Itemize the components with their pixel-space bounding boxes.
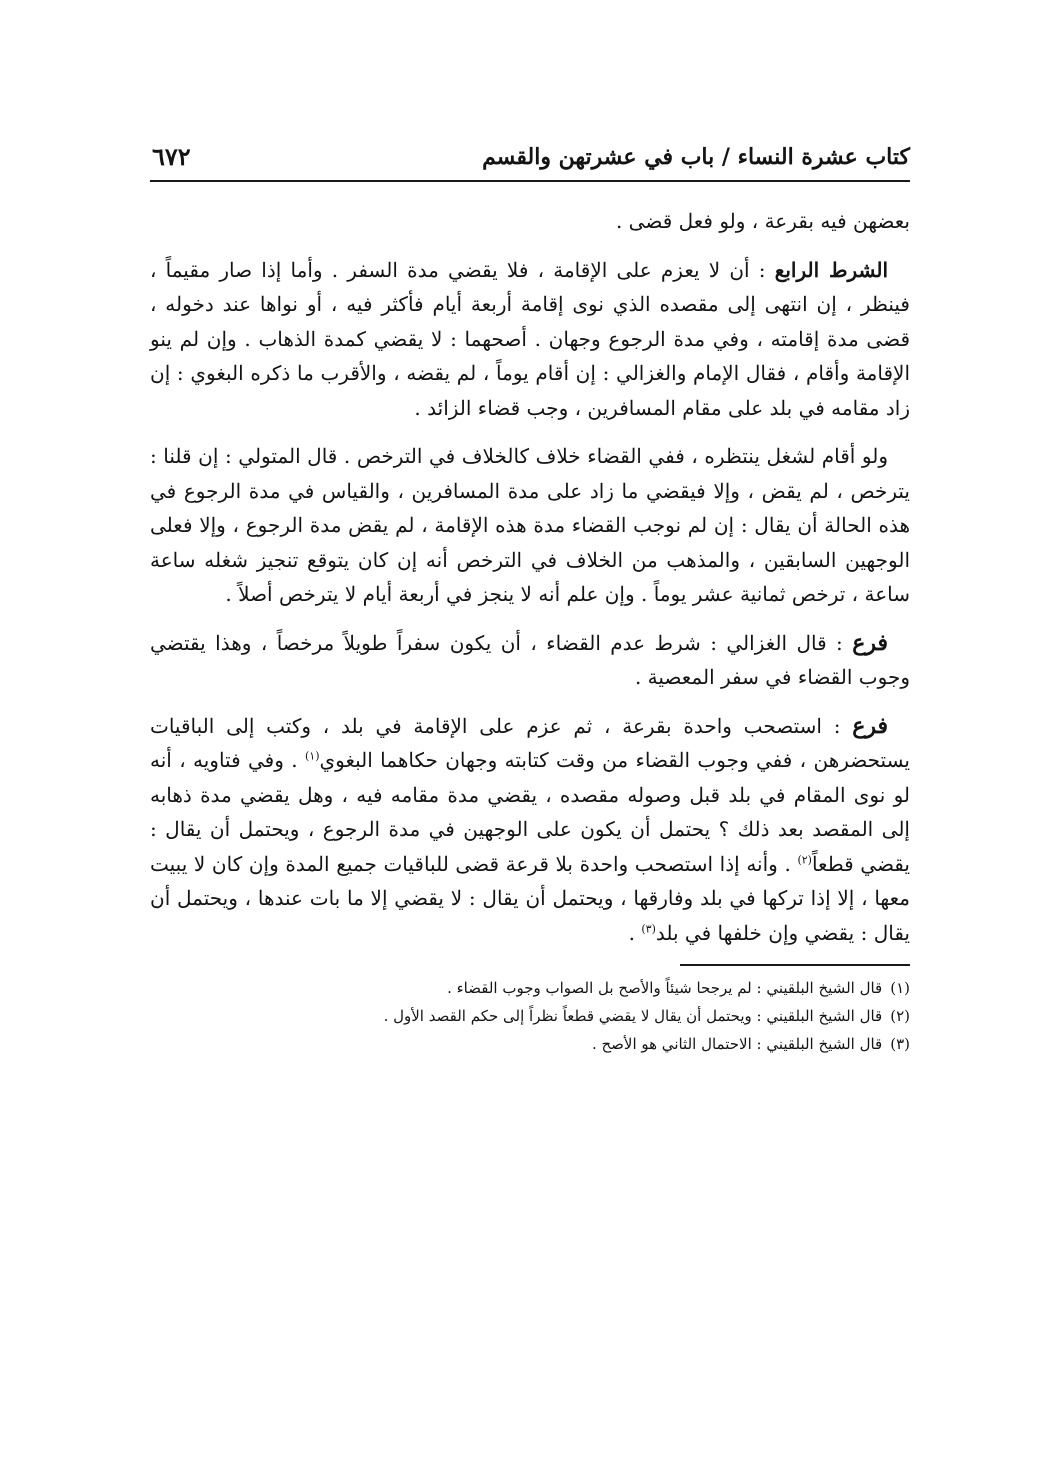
footnote-ref-3[interactable]: (٣) <box>641 921 656 935</box>
page-header <box>150 140 910 182</box>
footnote-number: (٢) <box>890 1007 910 1025</box>
branch-1-text: : قال الغزالي : شرط عدم القضاء ، أن يكون سفراً طويلاً مرخصاً ، وهذا يقتضي وجوب القضاء في سفر المعصية . <box>150 630 910 689</box>
paragraph-1-text: بعضهن فيه بقرعة ، ولو فعل قضى . <box>615 209 910 233</box>
book-page <box>150 140 910 1060</box>
branch-heading: فرع <box>852 629 888 656</box>
footnote-ref-1[interactable]: (١) <box>304 749 320 763</box>
footnote-1 <box>150 976 910 1001</box>
page-number: ٦٧٢ <box>152 142 191 171</box>
footnote-text: قال الشيخ البلقيني : الاحتمال الثاني هو الأصح . <box>591 1035 883 1053</box>
paragraph-branch-1 <box>150 626 910 695</box>
paragraph-waiting-business <box>150 439 910 612</box>
footnote-separator <box>680 964 910 966</box>
fourth-condition-text: : أن لا يعزم على الإقامة ، فلا يقضي مدة السفر . وأما إذا صار مقيماً ، فينظر ، إن انتهى إلى مقصده الذي نوى إقامة أربعة أيام فأكثر فيه ، أو نواها عند دخوله ، قضى مدة إقامته ، وفي مدة الرجوع وجهان . أصحهما : لا يقضي كمدة الذهاب . وإن لم ينو الإقامة وأقام ، فقال الإمام والغزالي : إن أقام يوماً ، لم يقضه ، والأقرب ما ذكره البغوي : إن زاد مقامه في بلد على مقام المسافرين ، وجب قضاء الزائد . <box>150 257 911 420</box>
footnote-ref-2[interactable]: (٢) <box>797 852 812 866</box>
main-text <box>150 204 910 950</box>
branch-2-text-a: : استصحب واحدة بقرعة ، ثم عزم على الإقامة في بلد ، وكتب إلى الباقيات يستحضرهن ، ففي وجوب القضاء من وقت كتابته وجهان حكاهما البغوي <box>150 713 910 772</box>
footnote-2 <box>150 1004 910 1029</box>
paragraph-branch-2 <box>150 709 910 951</box>
paragraph-fourth-condition <box>150 253 910 426</box>
footnote-text: قال الشيخ البلقيني : لم يرجحا شيئاً والأصح بل الصواب وجوب القضاء . <box>447 979 883 997</box>
fourth-condition-heading: الشرط الرابع <box>774 257 888 282</box>
footnote-text: قال الشيخ البلقيني : ويحتمل أن يقال لا يقضي قطعاً نظراً إلى حكم القصد الأول . <box>383 1007 883 1025</box>
footnotes <box>150 976 910 1057</box>
waiting-business-text: ولو أقام لشغل ينتظره ، ففي القضاء خلاف كالخلاف في الترخص . قال المتولي : إن قلنا : يترخص ، لم يقض ، وإلا فيقضي ما زاد على مدة المسافرين ، والقياس في مدة الرجوع في هذه الحالة أن يقال : إن لم نوجب القضاء مدة هذه الإقامة ، لم يقض مدة الرجوع ، وإلا فعلى الوجهين السابقين ، والمذهب من الخلاف في الترخص أنه إن كان يتوقع تنجيز شغله ساعة ساعة ، ترخص ثمانية عشر يوماً . وإن علم أنه لا ينجز في أربعة أيام لا يترخص أصلاً . <box>150 444 910 606</box>
branch-heading: فرع <box>852 712 888 739</box>
running-title: كتاب عشرة النساء / باب في عشرتهن والقسم <box>482 144 910 170</box>
footnote-3 <box>150 1032 910 1057</box>
footnote-number: (٣) <box>890 1035 910 1053</box>
branch-2-text-c: . وأنه إذا استصحب واحدة بلا قرعة قضى للباقيات جميع المدة وإن كان لا يبيت معها ، إلا إذا تركها في بلد وفارقها ، ويحتمل أن يقال : لا يقضي إلا ما بات عندها ، ويحتمل أن يقال : يقضي وإن خلفها في بلد <box>150 851 911 945</box>
paragraph-1 <box>150 204 910 239</box>
footnote-number: (١) <box>890 979 910 997</box>
branch-2-text-d: . <box>628 920 642 945</box>
branch-2-text-b: . وفي فتاويه ، أنه لو نوى المقام في بلد قبل وصوله مقصده ، يقضي مدة مقامه فيه ، وهل يقضي مدة ذهابه إلى المقصد بعد ذلك ؟ يحتمل أن يكون على الوجهين في مدة الرجوع ، ويحتمل أن يقال : يقضي قطعاً <box>150 748 910 876</box>
